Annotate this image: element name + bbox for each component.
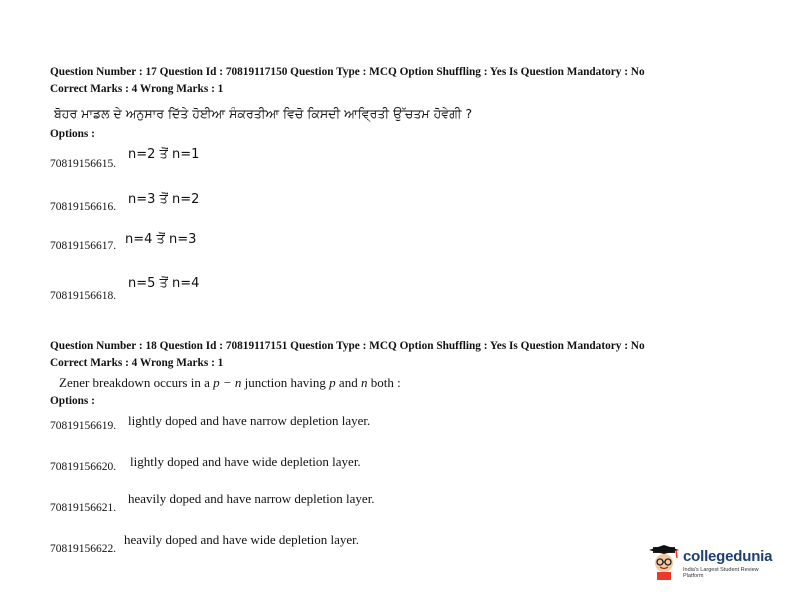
q18-question-p: p [329, 375, 336, 390]
q18-meta-line2: Correct Marks : 4 Wrong Marks : 1 [50, 357, 224, 369]
q17-options-label: Options : [50, 128, 95, 140]
mascot-icon [648, 545, 680, 581]
q18-option-3-id: 70819156621. [50, 502, 117, 514]
q18-option-3-text[interactable]: heavily doped and have narrow depletion layer. [128, 491, 375, 506]
q17-option-1-id: 70819156615. [50, 158, 117, 170]
q18-option-2-id: 70819156620. [50, 461, 117, 473]
q18-question-math: p − n [213, 375, 242, 390]
q17-question-text: ਬੋਹਰ ਮਾਡਲ ਦੇ ਅਨੁਸਾਰ ਦਿੱਤੇ ਹੋਈਆ ਸੰਕਰਤੀਆ ਵਿਚੋ ਕਿਸਦੀ ਆਵ੍ਰਿਤੀ ਉੱਚਤਮ ਹੋਵੇਗੀ ? [54, 106, 473, 121]
q17-option-4-text[interactable]: n=5 ਤੋਂ n=4 [128, 276, 200, 291]
q17-option-2-id: 70819156616. [50, 201, 117, 213]
q17-meta-line2: Correct Marks : 4 Wrong Marks : 1 [50, 83, 224, 95]
q18-options-label: Options : [50, 395, 95, 407]
q18-question-n: n [360, 375, 368, 390]
q18-question-and: and [335, 375, 361, 390]
q17-option-4-id: 70819156618. [50, 290, 117, 302]
q18-option-4-text[interactable]: heavily doped and have wide depletion layer. [124, 532, 360, 547]
q17-option-3-text[interactable]: n=4 ਤੋਂ n=3 [125, 232, 197, 247]
q18-option-1-id: 70819156619. [50, 420, 117, 432]
q18-meta-line1: Question Number : 18 Question Id : 70819117151 Question Type : MCQ Option Shuffling : Yes Is Question Mandatory : No [50, 340, 645, 352]
logo-name: collegedunia [683, 548, 773, 565]
q18-option-2-text[interactable]: lightly doped and have wide depletion layer. [130, 454, 361, 469]
q18-question-text [59, 375, 401, 391]
q17-meta-line1: Question Number : 17 Question Id : 70819117150 Question Type : MCQ Option Shuffling : Yes Is Question Mandatory : No [50, 66, 645, 78]
q18-option-4-id: 70819156622. [50, 543, 117, 555]
q18-option-1-text[interactable]: lightly doped and have narrow depletion layer. [128, 413, 371, 428]
q18-question-mid: junction having [241, 375, 330, 390]
collegedunia-logo [648, 545, 778, 585]
logo-tagline: India's Largest Student Review Platform [683, 567, 759, 579]
q18-question-pre: Zener breakdown occurs in a [59, 375, 214, 390]
q18-question-post: both : [367, 375, 401, 390]
q17-option-3-id: 70819156617. [50, 240, 117, 252]
q17-option-1-text[interactable]: n=2 ਤੋਂ n=1 [128, 147, 200, 162]
q17-option-2-text[interactable]: n=3 ਤੋਂ n=2 [128, 192, 200, 207]
